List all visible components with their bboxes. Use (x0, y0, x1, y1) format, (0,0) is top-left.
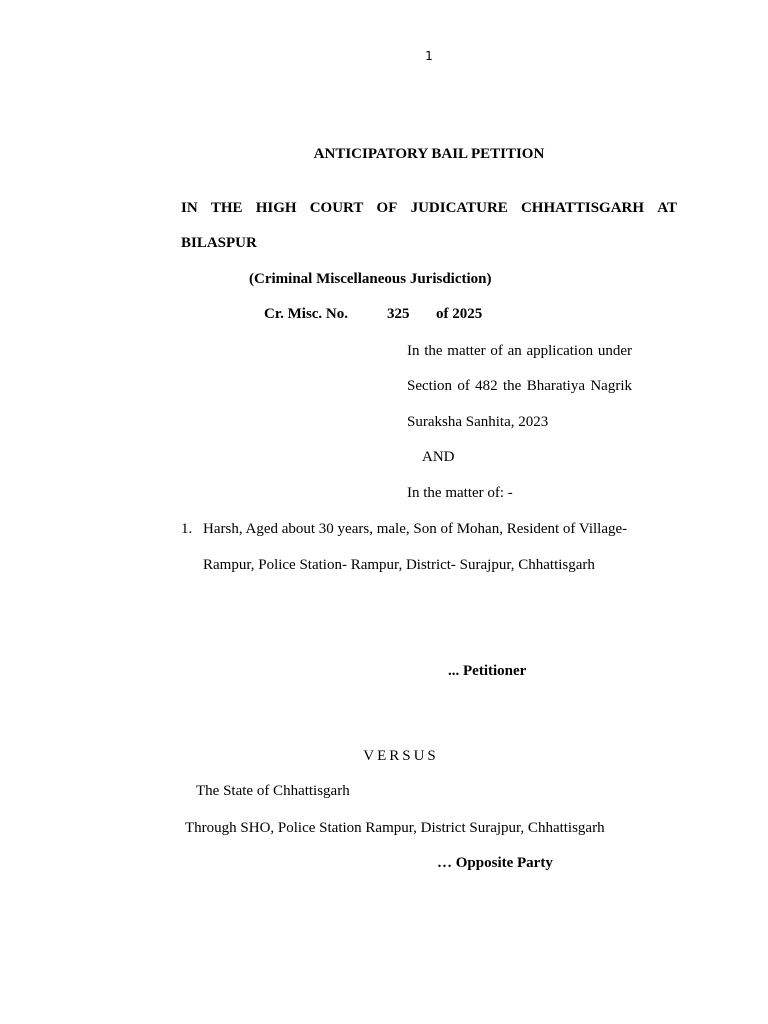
and-connector: AND (422, 449, 455, 465)
court-word: JUDICATURE (410, 200, 508, 216)
list-number: 1. (181, 521, 193, 537)
jurisdiction: (Criminal Miscellaneous Jurisdiction) (249, 271, 492, 287)
court-word: THE (210, 200, 243, 216)
petitioner-details-line1: Harsh, Aged about 30 years, male, Son of Mohan, Resident of Village- (203, 521, 628, 537)
respondent-line2: Through SHO, Police Station Rampur, District Surajpur, Chhattisgarh (185, 820, 605, 836)
case-number: 325 (387, 306, 410, 322)
court-word: CHHATTISGARH (520, 200, 645, 216)
court-word: HIGH (255, 200, 297, 216)
respondent-line1: The State of Chhattisgarh (196, 783, 350, 799)
case-year: of 2025 (436, 306, 483, 322)
page-number: 1 (425, 49, 433, 63)
court-heading-line2: BILASPUR (181, 235, 257, 251)
court-heading-line1 (181, 199, 677, 217)
court-word: IN (181, 200, 198, 216)
court-word: AT (657, 200, 677, 216)
matter-line-2: Section of 482 the Bharatiya Nagrik (407, 378, 632, 394)
matter-line-3: Suraksha Sanhita, 2023 (407, 414, 549, 430)
court-word: OF (376, 200, 398, 216)
versus-heading: VERSUS (363, 748, 439, 764)
matter-line-1: In the matter of an application under (407, 343, 632, 359)
petitioner-details-line2: Rampur, Police Station- Rampur, District- Surajpur, Chhattisgarh (203, 557, 595, 573)
case-label: Cr. Misc. No. (264, 306, 349, 322)
document-title: ANTICIPATORY BAIL PETITION (313, 146, 545, 162)
opposite-party-label: … Opposite Party (437, 855, 553, 871)
court-word: COURT (309, 200, 364, 216)
matter-line-4: In the matter of: - (407, 485, 513, 501)
petitioner-label: ... Petitioner (448, 663, 527, 679)
